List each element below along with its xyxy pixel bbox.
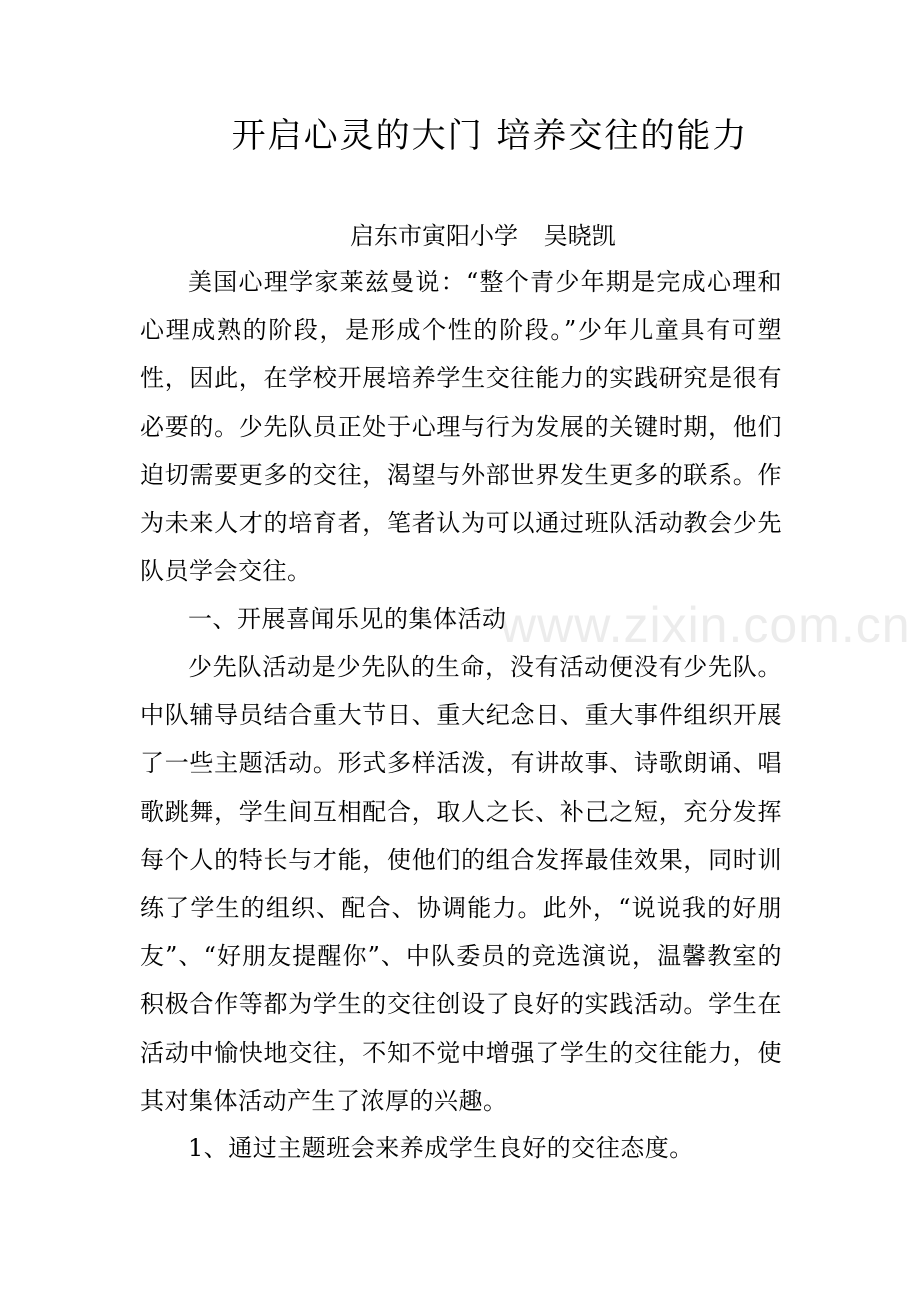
paragraph-intro: 美国心理学家莱兹曼说：“整个青少年期是完成心理和心理成熟的阶段，是形成个性的阶段。”少年儿童具有可塑性，因此，在学校开展培养学生交往能力的实践研究是很有必要的。少先队员正处于心理与行为发展的关键时期，他们迫切需要更多的交往，渴望与外部世界发生更多的联系。作为未来人才的培育者，笔者认为可以通过班队活动教会少先队员学会交往。 — [140, 268, 782, 586]
document-title: 开启心灵的大门 培养交往的能力 — [231, 116, 749, 156]
watermark: www.zixin.com.cn — [500, 597, 911, 653]
paragraph-activities: 少先队活动是少先队的生命，没有活动便没有少先队。中队辅导员结合重大节日、重大纪念日、重大事件组织开展了一些主题活动。形式多样活泼，有讲故事、诗歌朗诵、唱歌跳舞，学生间互相配合，取人之长、补己之短，充分发挥每个人的特长与才能，使他们的组合发挥最佳效果，同时训练了学生的组织、配合、协调能力。此外，“说说我的好朋友”、“好朋友提醒你”、中队委员的竞选演说，温馨教室的积极合作等都为学生的交往创设了良好的实践活动。学生在活动中愉快地交往，不知不觉中增强了学生的交往能力，使其对集体活动产生了浓厚的兴趣。 — [140, 653, 782, 1115]
section-heading-1: 一、开展喜闻乐见的集体活动 — [188, 605, 507, 633]
subsection-heading-1: 1、通过主题班会来养成学生良好的交往态度。 — [188, 1134, 694, 1162]
author-byline: 启东市寅阳小学 吴晓凯 — [350, 222, 616, 250]
